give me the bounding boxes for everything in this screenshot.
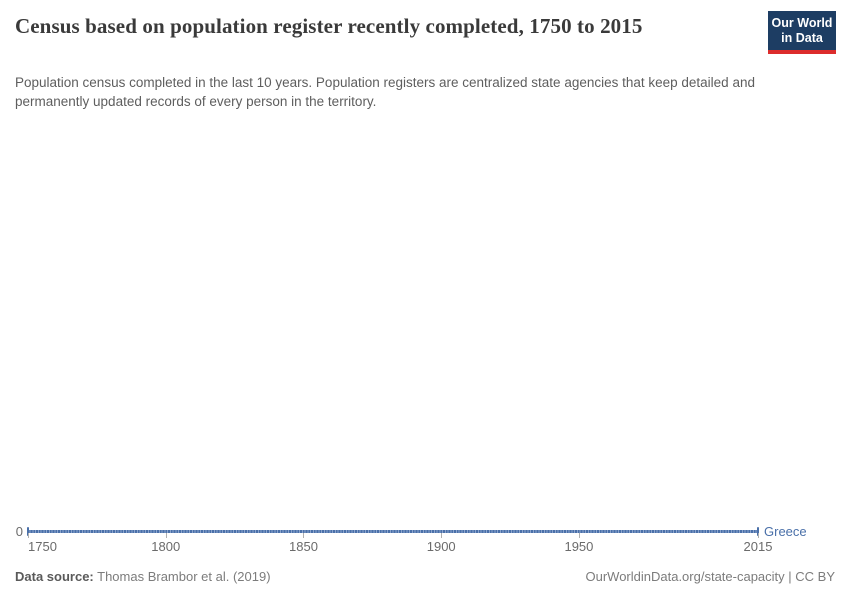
x-axis-tick-mark — [441, 533, 442, 538]
y-axis-zero-label: 0 — [15, 524, 23, 539]
owid-logo-line2: in Data — [781, 30, 823, 45]
x-axis-tick-label: 1750 — [28, 539, 57, 554]
x-axis-tick-mark — [758, 533, 759, 538]
x-axis-tick-mark — [166, 533, 167, 538]
x-axis-tick-label: 1900 — [426, 539, 456, 554]
series-label-greece: Greece — [764, 524, 807, 539]
chart-title: Census based on population register recently completed, 1750 to 2015 — [15, 14, 643, 38]
owid-logo-line1: Our World — [771, 16, 833, 30]
chart-subtitle: Population census completed in the last 10 years. Population registers are centralized state agencies that keep detailed and permanently updated records of every person in the territory. — [15, 75, 755, 109]
datasource-value: Thomas Brambor et al. (2019) — [93, 569, 271, 584]
x-axis-tick-mark — [579, 533, 580, 538]
x-axis-tick-mark — [303, 533, 304, 538]
footer-credit: OurWorldinData.org/state-capacity | CC BY — [585, 569, 835, 584]
x-axis-tick-label: 1800 — [151, 539, 181, 554]
data-line-greece — [28, 530, 758, 533]
footer-datasource — [15, 569, 271, 584]
x-axis-tick-label: 1950 — [564, 539, 594, 554]
datasource-label: Data source: — [15, 569, 94, 584]
x-axis-tick-mark — [28, 533, 29, 538]
x-axis-tick-label: 1850 — [289, 539, 318, 554]
x-axis-tick-label: 2015 — [743, 539, 773, 554]
